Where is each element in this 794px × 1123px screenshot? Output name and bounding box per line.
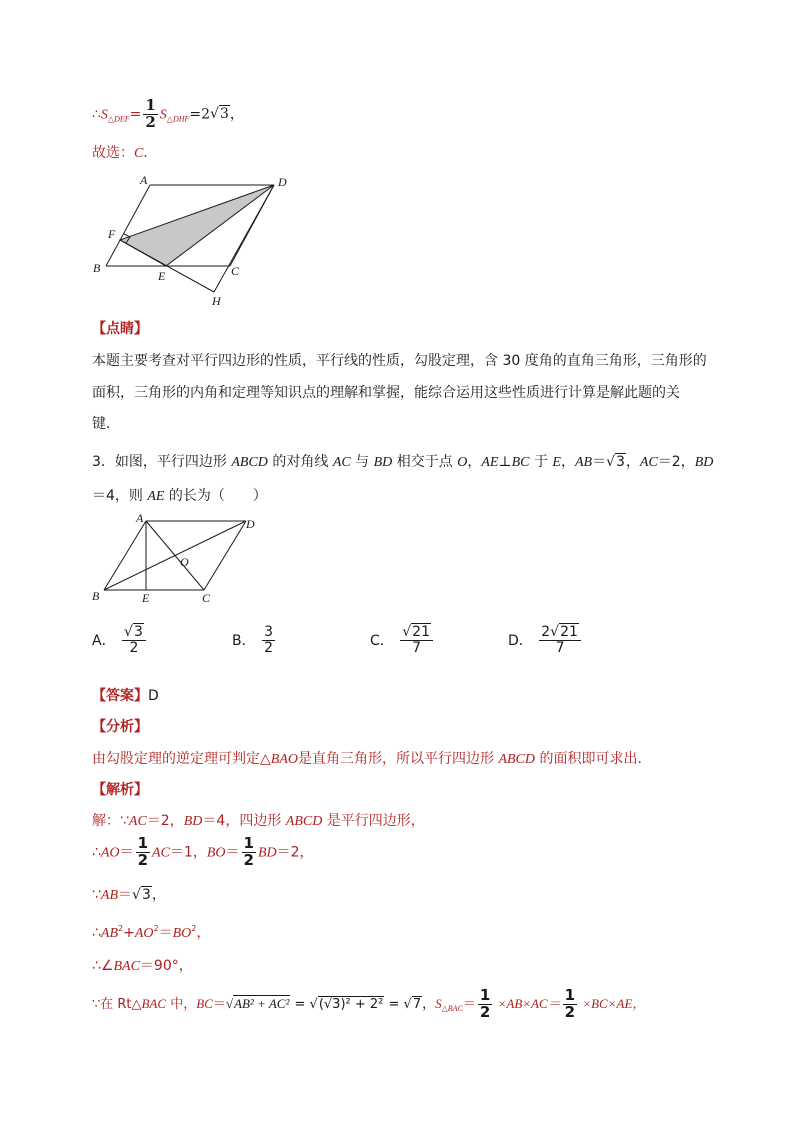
sqrt-three: √3 bbox=[210, 106, 229, 123]
area-result-line bbox=[92, 98, 244, 131]
s-symbol: S bbox=[100, 107, 108, 123]
parallelogram-figure-1 bbox=[88, 172, 308, 312]
comma: ， bbox=[229, 106, 244, 123]
choose-answer: C bbox=[134, 146, 144, 161]
choose-line bbox=[92, 142, 157, 162]
answer-heading: 【答案】 bbox=[92, 688, 148, 704]
option-c-fraction: $\frac{√21}{7}$ bbox=[400, 625, 433, 655]
solution-line-6: ∵在 Rt△BAC 中，BC＝√AB² + AC² = √(√3)² + 2² = √7，$S_{\triangle BAC}=$ $\frac{1}{2}$ ×AB×AC＝ $\frac{1}{2}$ ×BC×AE， bbox=[92, 986, 646, 1021]
label-h: H bbox=[212, 294, 221, 308]
solution-heading: 【解析】 bbox=[92, 782, 148, 798]
label-c: C bbox=[231, 264, 240, 278]
comment-heading: 【点睛】 bbox=[92, 321, 148, 337]
label-e: E bbox=[158, 269, 166, 283]
solution-line-5: ∴∠BAC＝90°， bbox=[92, 958, 193, 974]
option-a-letter: A． bbox=[92, 633, 116, 650]
label-c-2: C bbox=[202, 591, 211, 605]
answer-line bbox=[92, 685, 159, 705]
label-d-2: D bbox=[246, 517, 255, 531]
label-b-2: B bbox=[92, 589, 100, 603]
label-f: F bbox=[108, 227, 116, 241]
label-b: B bbox=[93, 261, 101, 275]
solution-line-1: 解：∵AC＝2，BD＝4，四边形 ABCD 是平行四边形， bbox=[92, 813, 425, 829]
choose-dot: ． bbox=[143, 145, 158, 161]
question-line-2: ＝4，则 AE 的长为（ ） bbox=[92, 488, 267, 504]
parallelogram-figure-2 bbox=[88, 510, 278, 610]
option-a-fraction: $\frac{√3}{2}$ bbox=[122, 625, 146, 655]
label-e-2: E bbox=[142, 591, 150, 605]
option-d-letter: D． bbox=[508, 633, 533, 650]
option-d[interactable] bbox=[508, 625, 583, 655]
label-a-2: A bbox=[136, 511, 144, 525]
analysis-text: 由勾股定理的逆定理可判定△BAO是直角三角形，所以平行四边形 ABCD 的面积即可求出． bbox=[92, 751, 652, 767]
label-a: A bbox=[140, 173, 148, 187]
option-c[interactable] bbox=[370, 625, 435, 655]
label-d: D bbox=[278, 175, 287, 189]
solution-line-3: ∵AB＝√3， bbox=[92, 887, 166, 903]
s-subscript-dhf: △DHF bbox=[166, 114, 190, 124]
comment-text-1: 本题主要考查对平行四边形的性质，平行线的性质，勾股定理，含 30 度角的直角三角形，三角形的 bbox=[92, 353, 707, 369]
comment-text-3: 键． bbox=[92, 416, 120, 432]
label-o-2: O bbox=[180, 555, 189, 569]
s-symbol-2: S bbox=[159, 107, 167, 123]
edge-ab bbox=[106, 185, 150, 266]
question-line-1: 3．如图，平行四边形 ABCD 的对角线 AC 与 BD 相交于点 O，AE⊥BC 于 E，AB＝√3，AC＝2，BD bbox=[92, 454, 714, 470]
answer-value: D bbox=[148, 688, 159, 704]
option-b-letter: B． bbox=[232, 633, 256, 650]
analysis-heading: 【分析】 bbox=[92, 719, 148, 735]
option-c-letter: C． bbox=[370, 633, 394, 650]
therefore-symbol: ∴ bbox=[92, 106, 101, 123]
solution-line-2: ∴AO＝ $\frac{1}{2}$ AC＝1，BO＝ $\frac{1}{2}$ BD＝2， bbox=[92, 834, 314, 869]
half-fraction: $\frac{1}{2}$ bbox=[145, 96, 156, 131]
option-a[interactable] bbox=[92, 625, 148, 655]
equals-sign: = bbox=[129, 106, 142, 123]
option-b-fraction: $\frac{3}{2}$ bbox=[264, 624, 273, 656]
option-b[interactable] bbox=[232, 625, 277, 655]
solution-line-4: $\therefore AB^2+AO^2=BO^2$， bbox=[92, 924, 211, 941]
choose-prefix: 故选： bbox=[92, 145, 134, 161]
s-subscript-def: △DEF bbox=[107, 114, 130, 124]
comment-text-2: 面积，三角形的内角和定理等知识点的理解和掌握，能综合运用这些性质进行计算是解此题的关 bbox=[92, 385, 680, 401]
option-d-fraction: $\frac{2√21}{7}$ bbox=[539, 625, 581, 655]
equals-two: =2 bbox=[189, 106, 211, 123]
